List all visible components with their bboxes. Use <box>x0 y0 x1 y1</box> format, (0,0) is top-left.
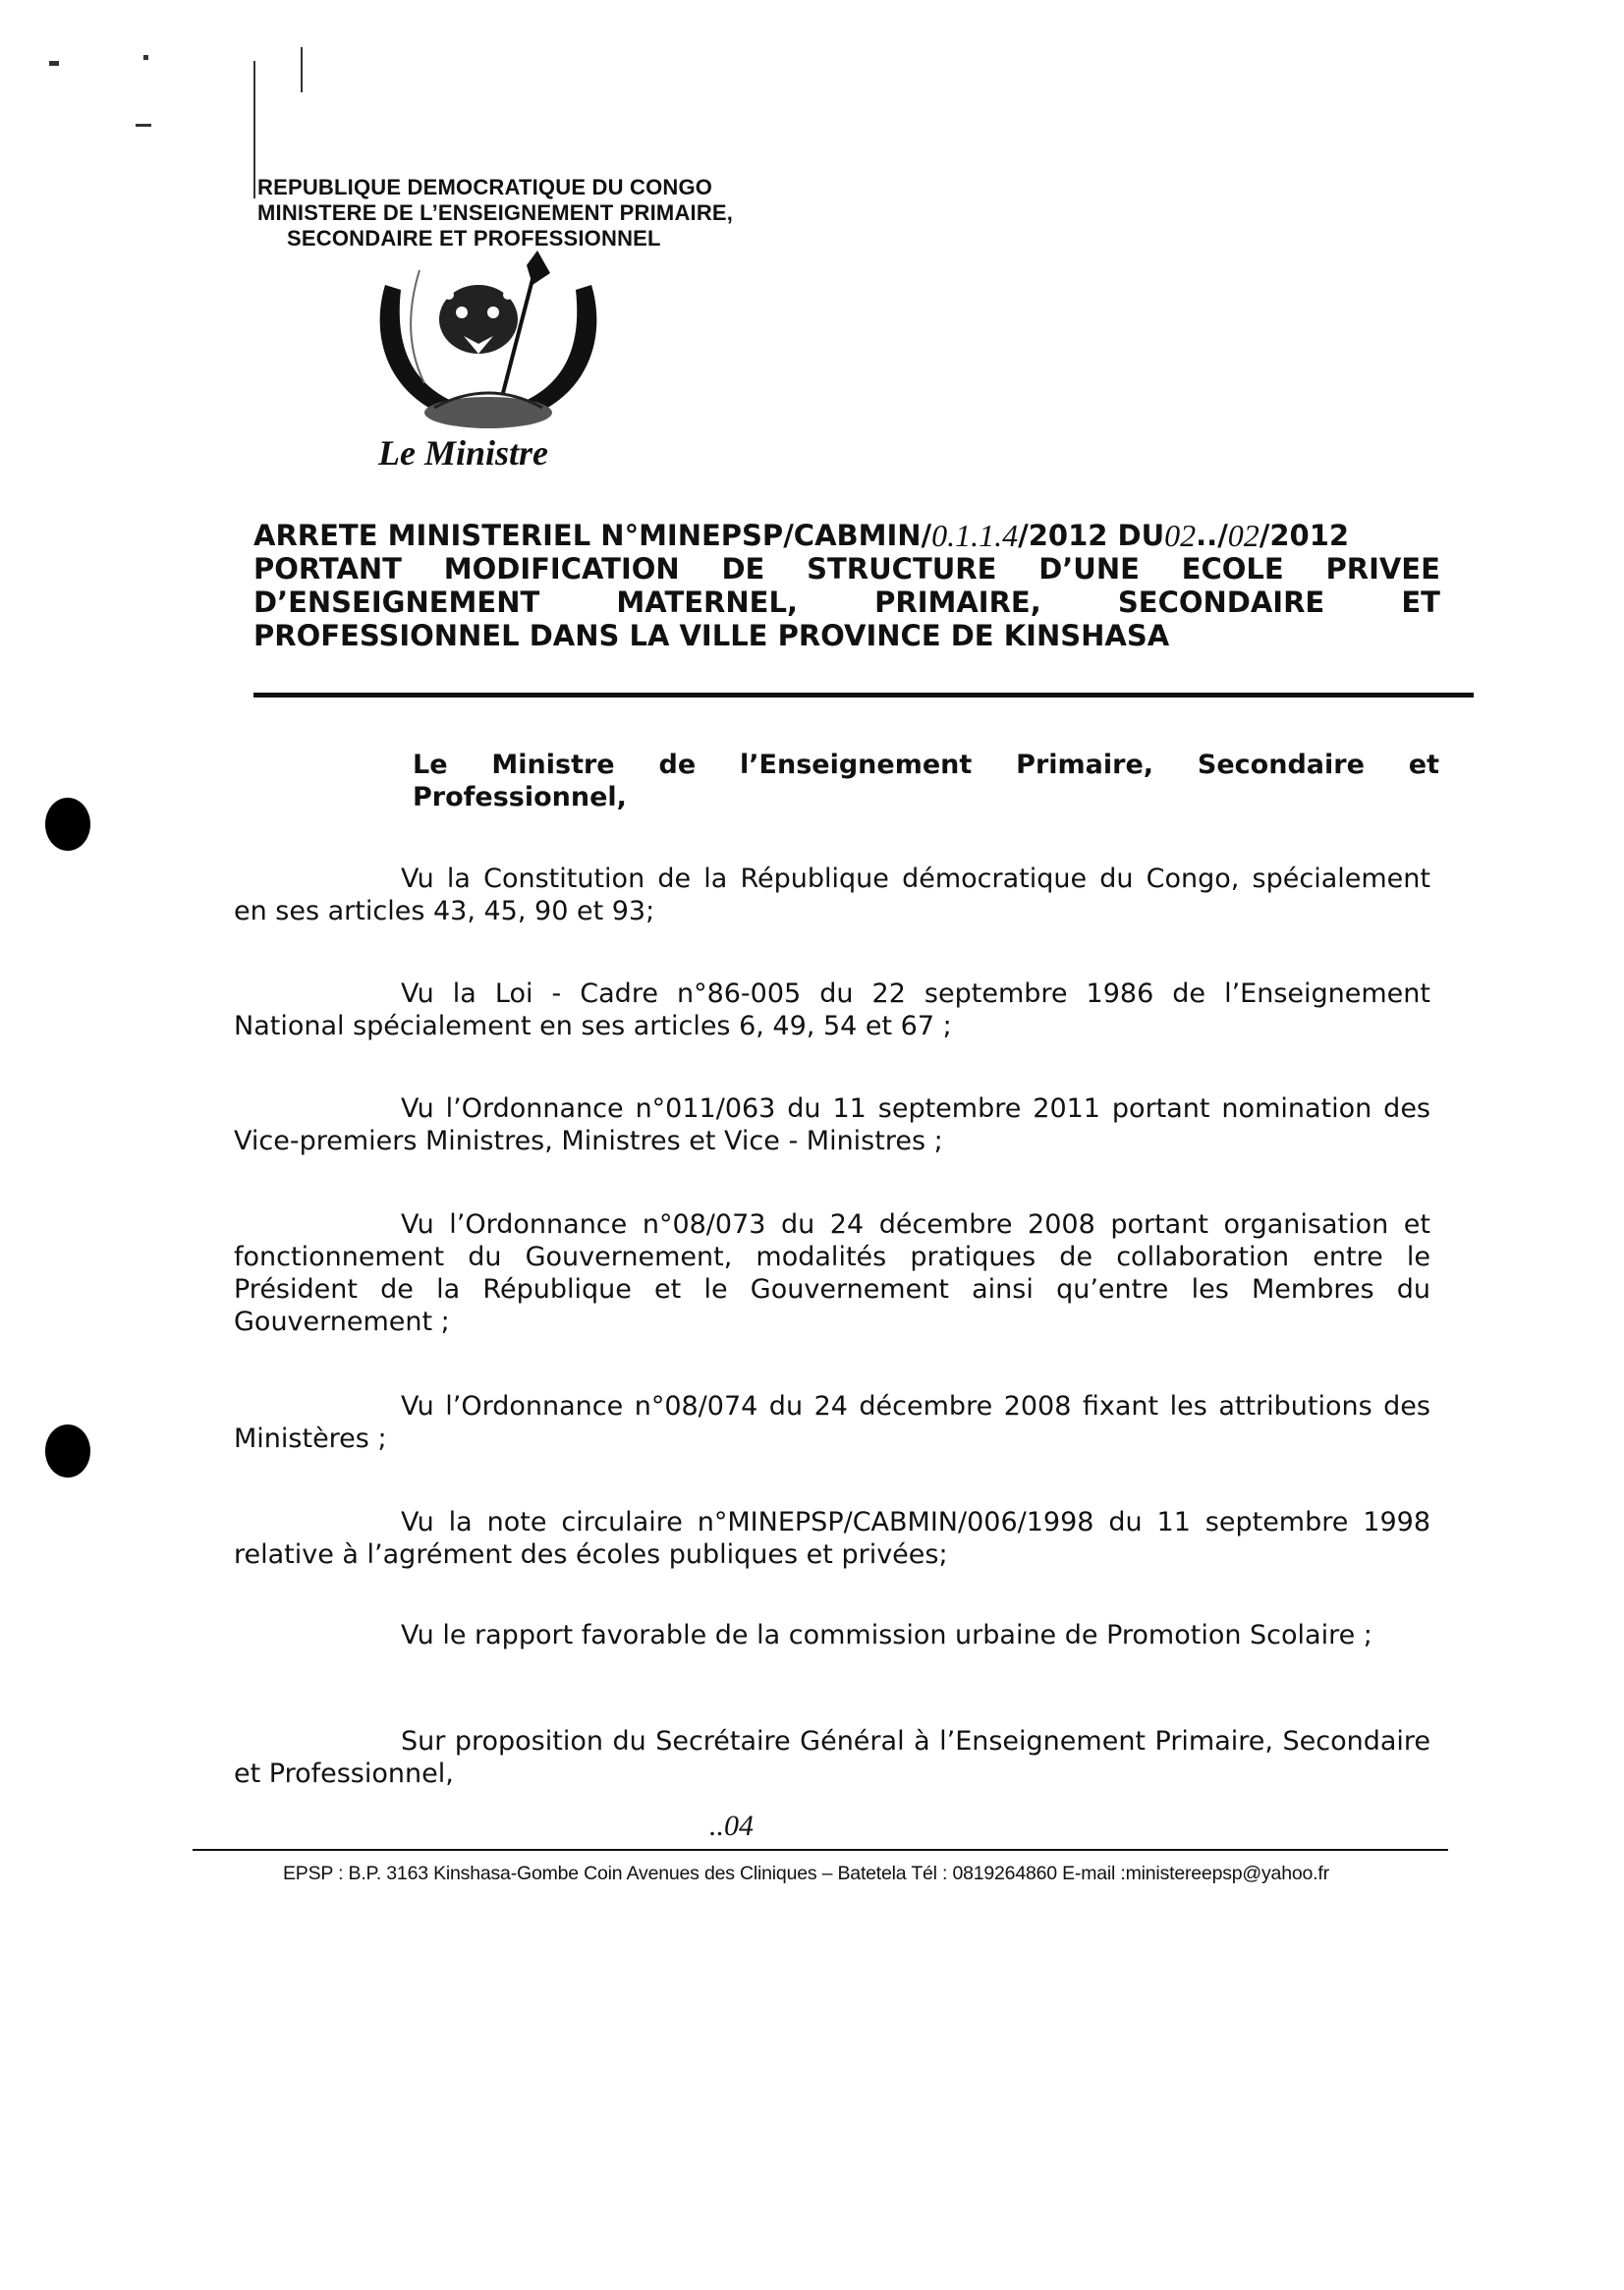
title-row-1 <box>253 519 1440 552</box>
header-margin-line <box>253 61 255 198</box>
title-word: ET <box>1401 586 1440 619</box>
considerant-loi-cadre <box>234 977 1430 1042</box>
coat-of-arms-emblem <box>365 246 611 452</box>
footer-contact: EPSP : B.P. 3163 Kinshasa-Gombe Coin Avenues des Cliniques – Batetela Tél : 0819264860 E-mail :ministereepsp@yahoo.fr <box>283 1863 1329 1884</box>
decree-number-handwritten: 0.1.1.4 <box>931 518 1019 553</box>
scan-speck <box>301 47 303 92</box>
title-underline <box>253 693 1474 698</box>
considerant-text: Sur proposition du Secrétaire Général à l’Enseignement Primaire, Secondaire et Professionnel, <box>234 1726 1430 1789</box>
considerant-text: Vu la Constitution de la République démocratique du Congo, spécialement en ses articles 43, 45, 90 et 93; <box>234 864 1430 926</box>
title-row-3 <box>253 586 1440 619</box>
punch-hole <box>45 1424 90 1478</box>
title-word: PRIVEE <box>1325 552 1440 586</box>
scan-speck <box>49 61 59 66</box>
considerant-note-circulaire <box>234 1506 1430 1571</box>
considerant-rapport <box>234 1619 1430 1651</box>
considerant-text: Vu l’Ordonnance n°08/074 du 24 décembre 2008 fixant les attributions des Ministères ; <box>234 1391 1430 1454</box>
considerant-text: Vu la note circulaire n°MINEPSP/CABMIN/006/1998 du 11 septembre 1998 relative à l’agrément des écoles publiques et privées; <box>234 1507 1430 1570</box>
header-ministry: MINISTERE DE L’ENSEIGNEMENT PRIMAIRE, <box>257 200 734 225</box>
title-row-2 <box>253 552 1440 586</box>
decree-number-prefix: ARRETE MINISTERIEL N°MINEPSP/CABMIN/ <box>253 519 932 552</box>
considerant-text: Vu la Loi - Cadre n°86-005 du 22 septembre 1986 de l’Enseignement National spécialement en ses articles 6, 49, 54 et 67 ; <box>234 978 1430 1041</box>
title-word: DE <box>721 552 765 586</box>
considerant-ordonnance-011-063 <box>234 1092 1430 1157</box>
considerant-text: Vu le rapport favorable de la commission urbaine de Promotion Scolaire ; <box>401 1620 1372 1650</box>
considerant-ordonnance-08-074 <box>234 1390 1430 1455</box>
scan-speck <box>136 124 151 127</box>
scan-speck <box>143 55 148 60</box>
considerant-text: Vu l’Ordonnance n°011/063 du 11 septembre 2011 portant nomination des Vice-premiers Ministres, Ministres et Vice - Ministres ; <box>234 1093 1430 1156</box>
decree-month-handwritten: 02 <box>1227 518 1260 553</box>
considerant-text: Vu l’Ordonnance n°08/073 du 24 décembre 2008 portant organisation et fonctionnement du Gouvernement, modalités pratiques de collaboration entre le Président de la République et le Gouvernement ainsi qu’entre les Membres du Gouvernement ; <box>234 1209 1430 1337</box>
decree-date-year: /2012 <box>1259 519 1350 552</box>
decree-year: /2012 DU <box>1018 519 1165 552</box>
title-word: SECONDAIRE <box>1117 586 1325 619</box>
minister-signature-label: Le Ministre <box>378 433 549 473</box>
header-ministry-cont: SECONDAIRE ET PROFESSIONNEL <box>287 226 661 251</box>
considerant-ordonnance-08-073 <box>234 1208 1430 1338</box>
decree-day-handwritten: 02 <box>1164 518 1197 553</box>
considerant-constitution <box>234 863 1430 927</box>
title-word: ECOLE <box>1181 552 1284 586</box>
decree-title <box>253 519 1440 652</box>
punch-hole <box>45 798 90 851</box>
title-row-4: PROFESSIONNEL DANS LA VILLE PROVINCE DE KINSHASA <box>253 619 1170 652</box>
letterhead <box>257 175 733 251</box>
title-word: PRIMAIRE, <box>874 586 1041 619</box>
minister-lead: Le Ministre de l’Enseignement Primaire, Secondaire et Professionnel, <box>413 750 1439 812</box>
date-separator: ../ <box>1196 519 1228 552</box>
considerant-proposition <box>234 1725 1430 1790</box>
title-word: PORTANT <box>253 552 402 586</box>
title-word: MODIFICATION <box>443 552 680 586</box>
header-republic: REPUBLIQUE DEMOCRATIQUE DU CONGO <box>257 175 713 199</box>
title-word: MATERNEL, <box>616 586 798 619</box>
title-word: D’ENSEIGNEMENT <box>253 586 540 619</box>
title-word: STRUCTURE <box>807 552 997 586</box>
footer-rule <box>193 1849 1448 1851</box>
title-word: D’UNE <box>1038 552 1140 586</box>
paraph-initials: ..04 <box>709 1810 754 1842</box>
